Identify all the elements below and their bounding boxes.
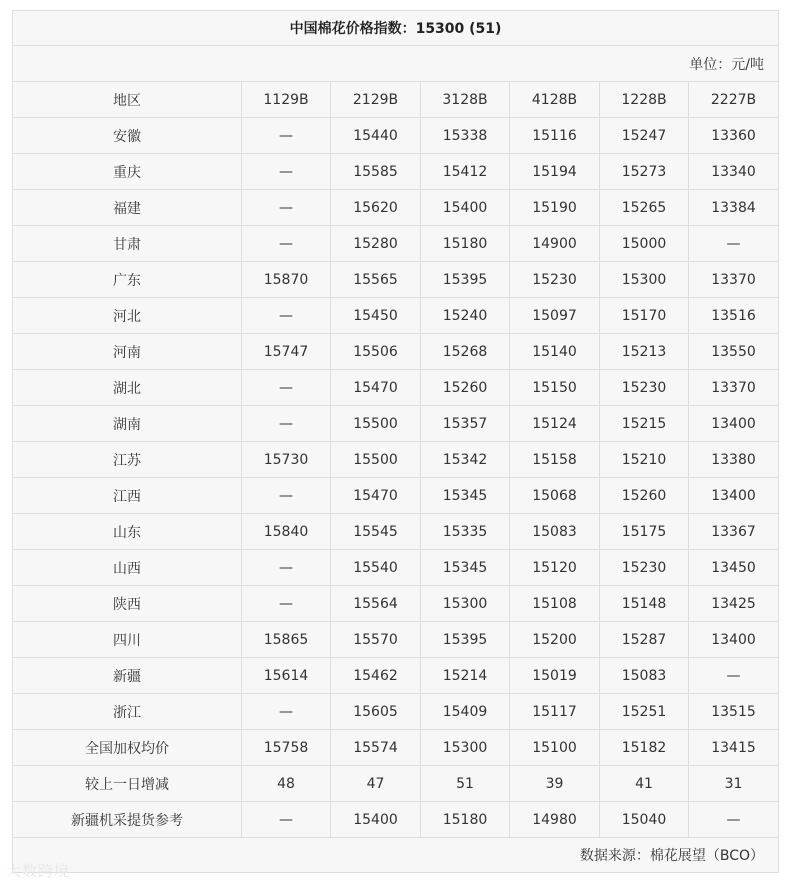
price-cell: 15342: [421, 442, 510, 478]
price-cell: 15068: [510, 478, 600, 514]
row-label-cell: 陕西: [13, 586, 242, 622]
price-cell: 15148: [600, 586, 689, 622]
row-label-cell: 较上一日增减: [13, 766, 242, 802]
price-cell: —: [242, 298, 331, 334]
header-cell-1228b: 1228B: [600, 82, 689, 118]
row-label-cell: 河北: [13, 298, 242, 334]
row-label-cell: 山东: [13, 514, 242, 550]
price-cell: 13367: [689, 514, 779, 550]
price-cell: 15758: [242, 730, 331, 766]
price-cell: 15840: [242, 514, 331, 550]
row-label-cell: 新疆机采提货参考: [13, 802, 242, 838]
price-cell: 15565: [331, 262, 421, 298]
price-cell: —: [242, 802, 331, 838]
table-row: [13, 658, 779, 694]
price-cell: 15116: [510, 118, 600, 154]
price-cell: —: [689, 658, 779, 694]
price-cell: 15000: [600, 226, 689, 262]
cotton-price-table: [12, 10, 779, 873]
price-cell: 15470: [331, 478, 421, 514]
price-cell: 15215: [600, 406, 689, 442]
price-cell: 15230: [600, 370, 689, 406]
price-cell: 15260: [600, 478, 689, 514]
price-cell: 15268: [421, 334, 510, 370]
price-cell: 15564: [331, 586, 421, 622]
price-cell: 15545: [331, 514, 421, 550]
price-cell: 15194: [510, 154, 600, 190]
price-cell: 15395: [421, 262, 510, 298]
price-cell: 47: [331, 766, 421, 802]
price-cell: 15150: [510, 370, 600, 406]
price-cell: 15175: [600, 514, 689, 550]
row-label-cell: 新疆: [13, 658, 242, 694]
price-cell: 15747: [242, 334, 331, 370]
price-cell: 15100: [510, 730, 600, 766]
price-cell: 15605: [331, 694, 421, 730]
price-cell: —: [242, 586, 331, 622]
row-label-cell: 甘肃: [13, 226, 242, 262]
price-cell: 15409: [421, 694, 510, 730]
price-cell: 15190: [510, 190, 600, 226]
price-cell: —: [242, 406, 331, 442]
price-cell: 15040: [600, 802, 689, 838]
price-cell: 15240: [421, 298, 510, 334]
price-cell: 15210: [600, 442, 689, 478]
header-cell-region: 地区: [13, 82, 242, 118]
price-cell: 15182: [600, 730, 689, 766]
row-label-cell: 广东: [13, 262, 242, 298]
price-cell: 13400: [689, 622, 779, 658]
price-cell: 39: [510, 766, 600, 802]
table-row: [13, 406, 779, 442]
price-cell: 13415: [689, 730, 779, 766]
price-cell: 48: [242, 766, 331, 802]
table-row: [13, 154, 779, 190]
price-cell: 15345: [421, 478, 510, 514]
price-cell: 13370: [689, 262, 779, 298]
price-cell: 15097: [510, 298, 600, 334]
price-cell: 15574: [331, 730, 421, 766]
price-cell: 15440: [331, 118, 421, 154]
row-label-cell: 江西: [13, 478, 242, 514]
price-cell: 15357: [421, 406, 510, 442]
table-row: [13, 262, 779, 298]
price-cell: 15620: [331, 190, 421, 226]
price-cell: 15345: [421, 550, 510, 586]
price-cell: —: [242, 226, 331, 262]
price-cell: 15500: [331, 442, 421, 478]
price-cell: 15300: [421, 586, 510, 622]
price-cell: 31: [689, 766, 779, 802]
source-row: [13, 838, 779, 873]
header-cell-2227b: 2227B: [689, 82, 779, 118]
table-row: [13, 298, 779, 334]
table-row: [13, 622, 779, 658]
row-label-cell: 福建: [13, 190, 242, 226]
price-cell: —: [242, 190, 331, 226]
price-cell: 15614: [242, 658, 331, 694]
price-cell: 13340: [689, 154, 779, 190]
price-cell: 15273: [600, 154, 689, 190]
price-cell: 13515: [689, 694, 779, 730]
price-cell: 15462: [331, 658, 421, 694]
header-cell-3128b: 3128B: [421, 82, 510, 118]
table-row: [13, 730, 779, 766]
price-cell: 15260: [421, 370, 510, 406]
price-cell: 15300: [421, 730, 510, 766]
price-cell: 15251: [600, 694, 689, 730]
header-cell-2129b: 2129B: [331, 82, 421, 118]
row-label-cell: 浙江: [13, 694, 242, 730]
price-cell: 15287: [600, 622, 689, 658]
price-cell: 15500: [331, 406, 421, 442]
table-row: [13, 766, 779, 802]
price-cell: 15870: [242, 262, 331, 298]
table-row: [13, 586, 779, 622]
price-cell: 41: [600, 766, 689, 802]
price-cell: 15280: [331, 226, 421, 262]
row-label-cell: 河南: [13, 334, 242, 370]
row-label-cell: 重庆: [13, 154, 242, 190]
row-label-cell: 湖北: [13, 370, 242, 406]
price-cell: 15265: [600, 190, 689, 226]
watermark-logo: 大数跨境: [6, 862, 71, 880]
price-cell: 15300: [600, 262, 689, 298]
price-cell: 15158: [510, 442, 600, 478]
price-cell: —: [242, 478, 331, 514]
table-row: [13, 442, 779, 478]
price-cell: —: [689, 802, 779, 838]
price-cell: 15230: [510, 262, 600, 298]
price-cell: —: [242, 118, 331, 154]
price-cell: 13400: [689, 478, 779, 514]
price-cell: 15865: [242, 622, 331, 658]
table-row: [13, 118, 779, 154]
data-source-label: 数据来源：棉花展望（BCO）: [13, 838, 779, 873]
price-cell: 13360: [689, 118, 779, 154]
row-label-cell: 山西: [13, 550, 242, 586]
price-cell: 15108: [510, 586, 600, 622]
price-cell: 15247: [600, 118, 689, 154]
price-cell: 15400: [421, 190, 510, 226]
price-cell: 14980: [510, 802, 600, 838]
price-cell: 15470: [331, 370, 421, 406]
price-cell: 15140: [510, 334, 600, 370]
price-cell: 15400: [331, 802, 421, 838]
table-row: [13, 478, 779, 514]
price-cell: 13425: [689, 586, 779, 622]
price-cell: 15180: [421, 802, 510, 838]
table-row: [13, 370, 779, 406]
price-cell: 15506: [331, 334, 421, 370]
row-label-cell: 全国加权均价: [13, 730, 242, 766]
price-cell: 15200: [510, 622, 600, 658]
price-cell: 13550: [689, 334, 779, 370]
price-cell: 15338: [421, 118, 510, 154]
price-cell: —: [242, 154, 331, 190]
price-cell: 15124: [510, 406, 600, 442]
header-cell-4128b: 4128B: [510, 82, 600, 118]
header-row: [13, 82, 779, 118]
title-row: [13, 11, 779, 46]
table-row: [13, 514, 779, 550]
price-cell: 13370: [689, 370, 779, 406]
price-cell: 15395: [421, 622, 510, 658]
row-label-cell: 安徽: [13, 118, 242, 154]
table-row: [13, 550, 779, 586]
price-cell: 15120: [510, 550, 600, 586]
price-cell: 15019: [510, 658, 600, 694]
table-row: [13, 190, 779, 226]
price-cell: 15230: [600, 550, 689, 586]
price-cell: 51: [421, 766, 510, 802]
price-cell: 15570: [331, 622, 421, 658]
row-label-cell: 湖南: [13, 406, 242, 442]
price-cell: 15335: [421, 514, 510, 550]
table-row: [13, 334, 779, 370]
price-cell: —: [242, 694, 331, 730]
table-row: [13, 802, 779, 838]
cotton-price-table-container: [12, 10, 778, 873]
price-cell: 15180: [421, 226, 510, 262]
table-row: [13, 694, 779, 730]
price-cell: 15540: [331, 550, 421, 586]
price-cell: 13384: [689, 190, 779, 226]
price-cell: 13516: [689, 298, 779, 334]
row-label-cell: 四川: [13, 622, 242, 658]
table-title: 中国棉花价格指数：15300 (51): [13, 11, 779, 46]
price-cell: 15083: [600, 658, 689, 694]
price-cell: 15585: [331, 154, 421, 190]
price-cell: 15214: [421, 658, 510, 694]
price-cell: 15170: [600, 298, 689, 334]
price-cell: 14900: [510, 226, 600, 262]
price-cell: 15412: [421, 154, 510, 190]
price-cell: 13380: [689, 442, 779, 478]
unit-label: 单位：元/吨: [13, 46, 779, 82]
price-cell: 15450: [331, 298, 421, 334]
price-cell: 13450: [689, 550, 779, 586]
table-row: [13, 226, 779, 262]
price-cell: 15117: [510, 694, 600, 730]
price-cell: 15730: [242, 442, 331, 478]
price-cell: 15213: [600, 334, 689, 370]
price-cell: —: [242, 550, 331, 586]
price-cell: 13400: [689, 406, 779, 442]
unit-row: [13, 46, 779, 82]
price-cell: 15083: [510, 514, 600, 550]
price-cell: —: [242, 370, 331, 406]
row-label-cell: 江苏: [13, 442, 242, 478]
header-cell-1129b: 1129B: [242, 82, 331, 118]
price-cell: —: [689, 226, 779, 262]
